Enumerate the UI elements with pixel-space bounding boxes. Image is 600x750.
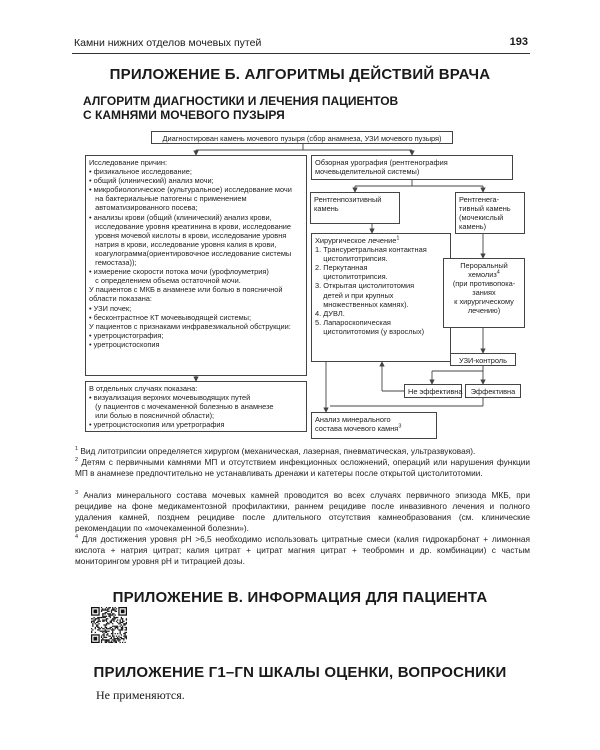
appendix-g-title: ПРИЛОЖЕНИЕ Г1–ГN ШКАЛЫ ОЦЕНКИ, ВОПРОСНИКИ (93, 664, 507, 681)
flow-effective-box: Эффективна (465, 384, 521, 398)
algorithm-subtitle: АЛГОРИТМ ДИАГНОСТИКИ И ЛЕЧЕНИЯ ПАЦИЕНТОВ С КАМНЯМИ МОЧЕВОГО ПУЗЫРЯ (83, 94, 399, 122)
special-line: • визуализация верхних мочевыводящих путей (89, 393, 251, 403)
chemolysis-line: хемолиз$^4$ (468, 269, 500, 280)
flow-ultrasound-control-box: УЗИ-контроль (450, 353, 516, 366)
chemolysis-line: (при противопока- (452, 279, 516, 289)
footnote: $^1$ Вид литотрипсии определяется хирургом (механическая, лазерная, пневматическая, ультразвуковая). (75, 446, 476, 456)
surgical-line: детей и при крупных (315, 290, 394, 300)
xray-negative-line: Рентгенега- (459, 195, 500, 204)
appendix-b-title: ПРИЛОЖЕНИЕ Б. АЛГОРИТМЫ ДЕЙСТВИЙ ВРАЧА (109, 66, 491, 83)
footnote: $^3$ Анализ минерального состава мочевых камней проводится во всех случаях первичного эпизода МКБ, при рецидиве на фоне медикаментозной профилактики, раннем рецидиве после инвазивного лечения и полного удаления камней, позднем рецидиве после длительного отсутствия камнеобразования (см. клинические рекомендации по «мочекаменной болезни»). (75, 490, 530, 533)
xray-negative-line: тивный камень (459, 204, 511, 214)
exam-line: на бактериальные патогены с применением (89, 194, 247, 204)
surgical-line: 5. Лапароскопическая (315, 317, 391, 327)
appendix-v-title: ПРИЛОЖЕНИЕ В. ИНФОРМАЦИЯ ДЛЯ ПАЦИЕНТА (112, 589, 488, 606)
chemolysis-line: заниях (472, 288, 496, 298)
flow-xray-positive-box: Рентгенпозитивный камень (310, 192, 400, 224)
flow-diagnosed-box: Диагностирован камень мочевого пузыря (сбор анамнеза, УЗИ мочевого пузыря) (151, 131, 453, 144)
chemolysis-line: лечению) (467, 306, 501, 316)
exam-line: • уретроцистография; (89, 330, 164, 340)
surgical-line: множественных камнях). (315, 299, 409, 309)
exam-line: • общий (клинический) анализ мочи; (89, 176, 214, 186)
exam-line: натрия в крови, исследование уровня калия в крови, (89, 239, 277, 249)
appendix-g-note: Не применяются. (96, 688, 185, 702)
flow-special-cases-box (85, 381, 307, 432)
exam-line: области показана: (89, 294, 152, 304)
exam-line: У пациентов с признаками инфравезикальной обструкции: (89, 321, 291, 331)
special-line: В отдельных случаях показана: (89, 384, 198, 393)
header-rule (72, 53, 530, 54)
special-line: (у пациентов с мочекаменной болезнью в анамнезе (89, 402, 274, 412)
xray-negative-line: (мочекислый (459, 213, 504, 223)
exam-line: • УЗИ почек; (89, 303, 132, 313)
xray-negative-line: камень) (459, 222, 487, 232)
exam-line: автоматизированного посева; (89, 203, 198, 213)
surgical-line: цистолитотрипсия. (315, 254, 388, 264)
exam-line: У пациентов с МКБ в анамнезе или болью в поясничной (89, 285, 283, 295)
exam-line: уровня мочевой кислоты в крови, исследование уровня (89, 230, 287, 240)
exam-line: с определением объема остаточной мочи. (89, 276, 241, 286)
surgical-line: 1. Трансуретральная контактная (315, 245, 427, 255)
exam-line: • физикальное исследование; (89, 167, 192, 177)
exam-line: • измерение скорости потока мочи (урофлоуметрия) (89, 267, 269, 277)
surgical-line: 2. Перкутанная (315, 263, 368, 273)
exam-line: • бесконтрастное КТ мочевыводящей системы; (89, 312, 252, 322)
special-line: • уретроцистоскопия или уретрография (89, 420, 225, 430)
exam-line: коагулограмма(ориентировочное исследование системы (89, 248, 292, 258)
footnote: $^4$ Для достижения уровня рН >6,5 необходимо использовать цитратные смеси (калия гидрокарбонат + лимонная кислота + натрия цитрат; калия цитрат + цитрат магния цитрат + теобромин и др. комбинации) с частым мониторингом уровня рН и титрацией дозы. (75, 534, 530, 566)
surgical-line: Хирургическое лечение$^1$ (315, 235, 400, 245)
exam-line: • микробиологическое (культуральное) исследование мочи (89, 185, 292, 195)
exam-line: исследование уровня креатинина в крови, исследование (89, 221, 292, 231)
exam-line: • анализы крови (общий (клинический) анализ крови, (89, 212, 272, 222)
surgical-line: цистолитотомия (у взрослых) (315, 326, 425, 336)
surgical-line: цистолитотрипсия. (315, 272, 388, 282)
flow-examination-box (85, 155, 307, 376)
exam-line: Исследование причин: (89, 158, 168, 167)
flow-urography-box: Обзорная урография (рентгенография мочевыделительной системы) (311, 155, 513, 180)
running-title: Камни нижних отделов мочевых путей (74, 37, 262, 49)
exam-line: гемостаза)); (89, 258, 137, 268)
surgical-line: 4. ДУВЛ. (315, 308, 345, 318)
chemolysis-line: Пероральный (460, 261, 508, 270)
page-number: 193 (509, 36, 528, 48)
flow-stone-analysis-box: Анализ минерального состава мочевого камня$^3$ (311, 412, 437, 439)
footnote: $^2$ Детям с первичными камнями МП и отсутствием инфекционных осложнений, операций или нарушения функции МП в анамнезе предпочтительно не устанавливать дренажи и катетеры после открытой цистолитотомии. (75, 457, 530, 478)
chemolysis-line: к хирургическому (454, 297, 514, 307)
flow-xray-negative-box (455, 192, 525, 234)
flow-chemolysis-box (443, 258, 525, 328)
special-line: или болью в поясничной области); (89, 411, 215, 421)
exam-line: • уретроцистоскопия (89, 339, 160, 349)
flow-surgical-treatment-box (311, 233, 451, 362)
surgical-line: 3. Открытая цистолитотомия (315, 281, 415, 291)
qr-code[interactable] (91, 607, 127, 643)
flow-not-effective-box: Не эффективна (404, 384, 462, 398)
